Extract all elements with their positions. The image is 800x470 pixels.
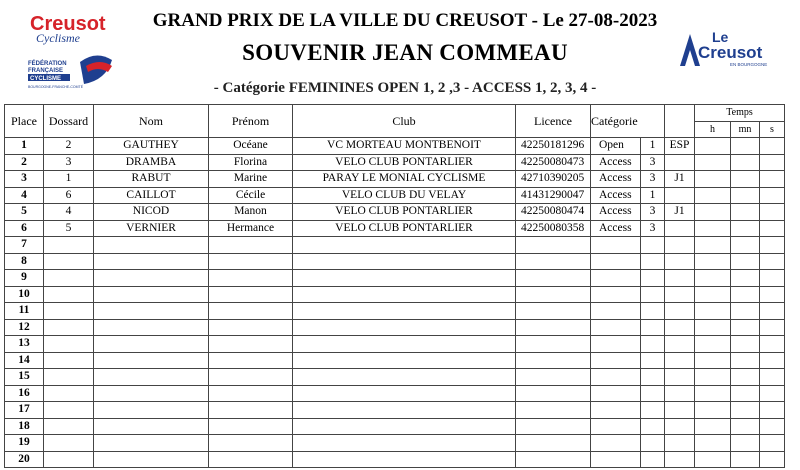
time-mn-cell: [731, 369, 760, 386]
categorie-cell: [591, 286, 641, 303]
extra-cell: [665, 319, 695, 336]
time-mn-cell: [731, 286, 760, 303]
dossard-cell: [44, 336, 94, 353]
time-s-cell: [760, 154, 785, 171]
categorie-cell: Access: [591, 204, 641, 221]
time-mn-cell: [731, 204, 760, 221]
time-mn-cell: [731, 171, 760, 188]
categorie-cell: [591, 303, 641, 320]
table-row: [5, 435, 785, 452]
nom-cell: [94, 286, 209, 303]
dossard-cell: [44, 435, 94, 452]
time-h-cell: [695, 220, 731, 237]
time-s-cell: [760, 435, 785, 452]
licence-cell: [516, 336, 591, 353]
time-mn-cell: [731, 451, 760, 468]
table-row: [5, 369, 785, 386]
time-h-cell: [695, 451, 731, 468]
extra-cell: [665, 154, 695, 171]
extra-cell: [665, 435, 695, 452]
club-cell: VC MORTEAU MONTBENOIT: [293, 138, 516, 155]
extra-cell: J1: [665, 204, 695, 221]
nom-cell: [94, 418, 209, 435]
categorie-cell: [591, 418, 641, 435]
time-s-cell: [760, 270, 785, 287]
svg-text:Le: Le: [712, 29, 729, 45]
categorie-level-cell: [641, 369, 665, 386]
licence-cell: [516, 303, 591, 320]
categorie-level-cell: [641, 286, 665, 303]
time-h-cell: [695, 237, 731, 254]
time-s-cell: [760, 220, 785, 237]
licence-cell: [516, 418, 591, 435]
extra-cell: [665, 286, 695, 303]
results-table: [4, 104, 785, 468]
category-line: - Catégorie FEMININES OPEN 1, 2 ,3 - ACCESS 1, 2, 3, 4 -: [213, 80, 597, 96]
categorie-cell: Access: [591, 187, 641, 204]
table-row: [5, 319, 785, 336]
time-mn-cell: [731, 319, 760, 336]
table-row: [5, 237, 785, 254]
place-cell: 3: [5, 171, 44, 188]
nom-cell: [94, 352, 209, 369]
dossard-cell: [44, 369, 94, 386]
table-row: [5, 171, 785, 188]
col-extra-header: [665, 105, 695, 138]
time-s-cell: [760, 402, 785, 419]
col-temps-header: Temps: [695, 105, 785, 122]
col-club-header: Club: [293, 105, 516, 138]
prenom-cell: [209, 253, 293, 270]
document-header: [0, 0, 800, 104]
col-mn-header: mn: [731, 121, 760, 138]
extra-cell: J1: [665, 171, 695, 188]
time-mn-cell: [731, 435, 760, 452]
dossard-cell: 4: [44, 204, 94, 221]
dossard-cell: 3: [44, 154, 94, 171]
nom-cell: [94, 402, 209, 419]
club-cell: [293, 237, 516, 254]
club-cell: [293, 402, 516, 419]
club-cell: [293, 451, 516, 468]
table-row: [5, 138, 785, 155]
categorie-cell: [591, 435, 641, 452]
categorie-level-cell: 1: [641, 187, 665, 204]
place-cell: 10: [5, 286, 44, 303]
prenom-cell: [209, 402, 293, 419]
categorie-level-cell: [641, 402, 665, 419]
time-mn-cell: [731, 352, 760, 369]
place-cell: 6: [5, 220, 44, 237]
svg-text:EN BOURGOGNE: EN BOURGOGNE: [730, 62, 768, 67]
table-row: [5, 154, 785, 171]
nom-cell: NICOD: [94, 204, 209, 221]
categorie-cell: Open: [591, 138, 641, 155]
club-cell: VELO CLUB PONTARLIER: [293, 154, 516, 171]
categorie-level-cell: [641, 319, 665, 336]
place-cell: 16: [5, 385, 44, 402]
place-cell: 1: [5, 138, 44, 155]
table-row: [5, 336, 785, 353]
licence-cell: [516, 435, 591, 452]
nom-cell: [94, 253, 209, 270]
place-cell: 8: [5, 253, 44, 270]
prenom-cell: [209, 286, 293, 303]
nom-cell: [94, 385, 209, 402]
extra-cell: [665, 237, 695, 254]
svg-text:CYCLISME: CYCLISME: [30, 76, 62, 82]
licence-cell: [516, 352, 591, 369]
table-row: [5, 303, 785, 320]
nom-cell: RABUT: [94, 171, 209, 188]
time-h-cell: [695, 352, 731, 369]
prenom-cell: [209, 319, 293, 336]
table-row: [5, 402, 785, 419]
col-nom-header: Nom: [94, 105, 209, 138]
time-s-cell: [760, 237, 785, 254]
extra-cell: [665, 253, 695, 270]
event-subtitle: SOUVENIR JEAN COMMEAU: [242, 40, 568, 65]
place-cell: 18: [5, 418, 44, 435]
categorie-level-cell: 1: [641, 138, 665, 155]
nom-cell: [94, 270, 209, 287]
table-row: [5, 204, 785, 221]
place-cell: 13: [5, 336, 44, 353]
categorie-level-cell: 3: [641, 204, 665, 221]
place-cell: 14: [5, 352, 44, 369]
extra-cell: [665, 303, 695, 320]
time-mn-cell: [731, 402, 760, 419]
categorie-cell: [591, 253, 641, 270]
prenom-cell: [209, 385, 293, 402]
prenom-cell: [209, 369, 293, 386]
categorie-level-cell: 3: [641, 220, 665, 237]
categorie-level-cell: [641, 418, 665, 435]
nom-cell: [94, 237, 209, 254]
dossard-cell: [44, 352, 94, 369]
club-cell: PARAY LE MONIAL CYCLISME: [293, 171, 516, 188]
table-row: [5, 385, 785, 402]
extra-cell: [665, 187, 695, 204]
prenom-cell: [209, 303, 293, 320]
time-mn-cell: [731, 138, 760, 155]
time-h-cell: [695, 303, 731, 320]
table-row: [5, 286, 785, 303]
col-s-header: s: [760, 121, 785, 138]
dossard-cell: [44, 253, 94, 270]
licence-cell: 42250080473: [516, 154, 591, 171]
categorie-cell: [591, 352, 641, 369]
table-row: [5, 451, 785, 468]
extra-cell: [665, 220, 695, 237]
categorie-level-cell: [641, 303, 665, 320]
categorie-level-cell: [641, 435, 665, 452]
club-cell: [293, 352, 516, 369]
club-cell: VELO CLUB DU VELAY: [293, 187, 516, 204]
licence-cell: [516, 402, 591, 419]
club-cell: [293, 303, 516, 320]
extra-cell: [665, 451, 695, 468]
dossard-cell: [44, 385, 94, 402]
categorie-cell: Access: [591, 171, 641, 188]
time-mn-cell: [731, 237, 760, 254]
extra-cell: [665, 352, 695, 369]
extra-cell: [665, 385, 695, 402]
prenom-cell: [209, 352, 293, 369]
extra-cell: [665, 402, 695, 419]
time-s-cell: [760, 286, 785, 303]
licence-cell: [516, 451, 591, 468]
licence-cell: 42250080358: [516, 220, 591, 237]
place-cell: 4: [5, 187, 44, 204]
licence-cell: [516, 369, 591, 386]
categorie-level-cell: [641, 270, 665, 287]
place-cell: 19: [5, 435, 44, 452]
nom-cell: [94, 319, 209, 336]
categorie-level-cell: [641, 385, 665, 402]
place-cell: 17: [5, 402, 44, 419]
prenom-cell: Océane: [209, 138, 293, 155]
col-categorie-header: Catégorie: [591, 105, 665, 138]
col-prenom-header: Prénom: [209, 105, 293, 138]
time-h-cell: [695, 286, 731, 303]
table-row: [5, 418, 785, 435]
place-cell: 15: [5, 369, 44, 386]
table-row: [5, 270, 785, 287]
time-s-cell: [760, 303, 785, 320]
categorie-level-cell: [641, 253, 665, 270]
categorie-level-cell: 3: [641, 154, 665, 171]
prenom-cell: Florina: [209, 154, 293, 171]
time-s-cell: [760, 187, 785, 204]
time-h-cell: [695, 369, 731, 386]
club-cell: VELO CLUB PONTARLIER: [293, 204, 516, 221]
categorie-cell: [591, 385, 641, 402]
time-s-cell: [760, 171, 785, 188]
time-h-cell: [695, 435, 731, 452]
place-cell: 5: [5, 204, 44, 221]
nom-cell: GAUTHEY: [94, 138, 209, 155]
licence-cell: 42710390205: [516, 171, 591, 188]
svg-text:Creusot: Creusot: [30, 13, 106, 35]
time-h-cell: [695, 402, 731, 419]
time-s-cell: [760, 352, 785, 369]
time-h-cell: [695, 319, 731, 336]
time-s-cell: [760, 253, 785, 270]
time-s-cell: [760, 451, 785, 468]
prenom-cell: [209, 270, 293, 287]
licence-cell: 42250080474: [516, 204, 591, 221]
time-h-cell: [695, 270, 731, 287]
time-h-cell: [695, 385, 731, 402]
time-h-cell: [695, 253, 731, 270]
categorie-cell: [591, 319, 641, 336]
licence-cell: [516, 237, 591, 254]
le-creusot-logo: [678, 26, 788, 70]
prenom-cell: Marine: [209, 171, 293, 188]
extra-cell: [665, 270, 695, 287]
col-place-header: Place: [5, 105, 44, 138]
nom-cell: CAILLOT: [94, 187, 209, 204]
club-cell: VELO CLUB PONTARLIER: [293, 220, 516, 237]
svg-text:Cyclisme: Cyclisme: [36, 31, 80, 45]
time-s-cell: [760, 319, 785, 336]
club-cell: [293, 270, 516, 287]
place-cell: 7: [5, 237, 44, 254]
time-h-cell: [695, 138, 731, 155]
creusot-cyclisme-logo: [22, 10, 132, 94]
place-cell: 11: [5, 303, 44, 320]
categorie-level-cell: 3: [641, 171, 665, 188]
prenom-cell: Cécile: [209, 187, 293, 204]
categorie-cell: [591, 336, 641, 353]
categorie-level-cell: [641, 451, 665, 468]
club-cell: [293, 435, 516, 452]
time-s-cell: [760, 336, 785, 353]
nom-cell: DRAMBA: [94, 154, 209, 171]
nom-cell: [94, 303, 209, 320]
licence-cell: 42250181296: [516, 138, 591, 155]
licence-cell: [516, 286, 591, 303]
licence-cell: [516, 385, 591, 402]
svg-text:FRANÇAISE: FRANÇAISE: [28, 68, 64, 74]
nom-cell: [94, 435, 209, 452]
club-cell: [293, 418, 516, 435]
categorie-cell: [591, 369, 641, 386]
place-cell: 9: [5, 270, 44, 287]
dossard-cell: 1: [44, 171, 94, 188]
svg-text:Creusot: Creusot: [698, 43, 763, 62]
prenom-cell: [209, 336, 293, 353]
table-row: [5, 253, 785, 270]
dossard-cell: [44, 237, 94, 254]
dossard-cell: 2: [44, 138, 94, 155]
place-cell: 2: [5, 154, 44, 171]
time-mn-cell: [731, 253, 760, 270]
club-cell: [293, 253, 516, 270]
club-cell: [293, 369, 516, 386]
categorie-cell: [591, 237, 641, 254]
dossard-cell: [44, 286, 94, 303]
club-cell: [293, 385, 516, 402]
time-h-cell: [695, 336, 731, 353]
time-h-cell: [695, 418, 731, 435]
table-row: [5, 220, 785, 237]
time-mn-cell: [731, 303, 760, 320]
time-s-cell: [760, 204, 785, 221]
licence-cell: 41431290047: [516, 187, 591, 204]
extra-cell: ESP: [665, 138, 695, 155]
table-row: [5, 352, 785, 369]
time-mn-cell: [731, 154, 760, 171]
time-h-cell: [695, 154, 731, 171]
time-s-cell: [760, 418, 785, 435]
time-h-cell: [695, 171, 731, 188]
time-mn-cell: [731, 187, 760, 204]
col-h-header: h: [695, 121, 731, 138]
time-mn-cell: [731, 270, 760, 287]
svg-text:BOURGOGNE-FRANCHE-COMTÉ: BOURGOGNE-FRANCHE-COMTÉ: [28, 85, 84, 89]
dossard-cell: [44, 270, 94, 287]
categorie-cell: Access: [591, 154, 641, 171]
time-s-cell: [760, 369, 785, 386]
licence-cell: [516, 253, 591, 270]
extra-cell: [665, 418, 695, 435]
extra-cell: [665, 336, 695, 353]
categorie-cell: [591, 451, 641, 468]
dossard-cell: [44, 451, 94, 468]
club-cell: [293, 336, 516, 353]
dossard-cell: 6: [44, 187, 94, 204]
prenom-cell: [209, 435, 293, 452]
nom-cell: [94, 336, 209, 353]
col-dossard-header: Dossard: [44, 105, 94, 138]
dossard-cell: [44, 402, 94, 419]
dossard-cell: [44, 303, 94, 320]
time-h-cell: [695, 204, 731, 221]
licence-cell: [516, 270, 591, 287]
time-mn-cell: [731, 385, 760, 402]
prenom-cell: [209, 237, 293, 254]
time-mn-cell: [731, 220, 760, 237]
prenom-cell: Manon: [209, 204, 293, 221]
dossard-cell: [44, 418, 94, 435]
col-licence-header: Licence: [516, 105, 591, 138]
club-cell: [293, 319, 516, 336]
extra-cell: [665, 369, 695, 386]
nom-cell: [94, 369, 209, 386]
nom-cell: VERNIER: [94, 220, 209, 237]
time-mn-cell: [731, 418, 760, 435]
prenom-cell: [209, 451, 293, 468]
time-s-cell: [760, 138, 785, 155]
place-cell: 20: [5, 451, 44, 468]
club-cell: [293, 286, 516, 303]
time-s-cell: [760, 385, 785, 402]
time-mn-cell: [731, 336, 760, 353]
time-h-cell: [695, 187, 731, 204]
event-title: GRAND PRIX DE LA VILLE DU CREUSOT - Le 27-08-2023: [152, 10, 658, 31]
prenom-cell: [209, 418, 293, 435]
categorie-cell: Access: [591, 220, 641, 237]
categorie-level-cell: [641, 237, 665, 254]
results-body: [5, 138, 785, 468]
categorie-cell: [591, 402, 641, 419]
svg-text:FÉDÉRATION: FÉDÉRATION: [28, 61, 67, 67]
categorie-level-cell: [641, 352, 665, 369]
dossard-cell: 5: [44, 220, 94, 237]
place-cell: 12: [5, 319, 44, 336]
table-row: [5, 187, 785, 204]
prenom-cell: Hermance: [209, 220, 293, 237]
dossard-cell: [44, 319, 94, 336]
nom-cell: [94, 451, 209, 468]
licence-cell: [516, 319, 591, 336]
categorie-level-cell: [641, 336, 665, 353]
categorie-cell: [591, 270, 641, 287]
